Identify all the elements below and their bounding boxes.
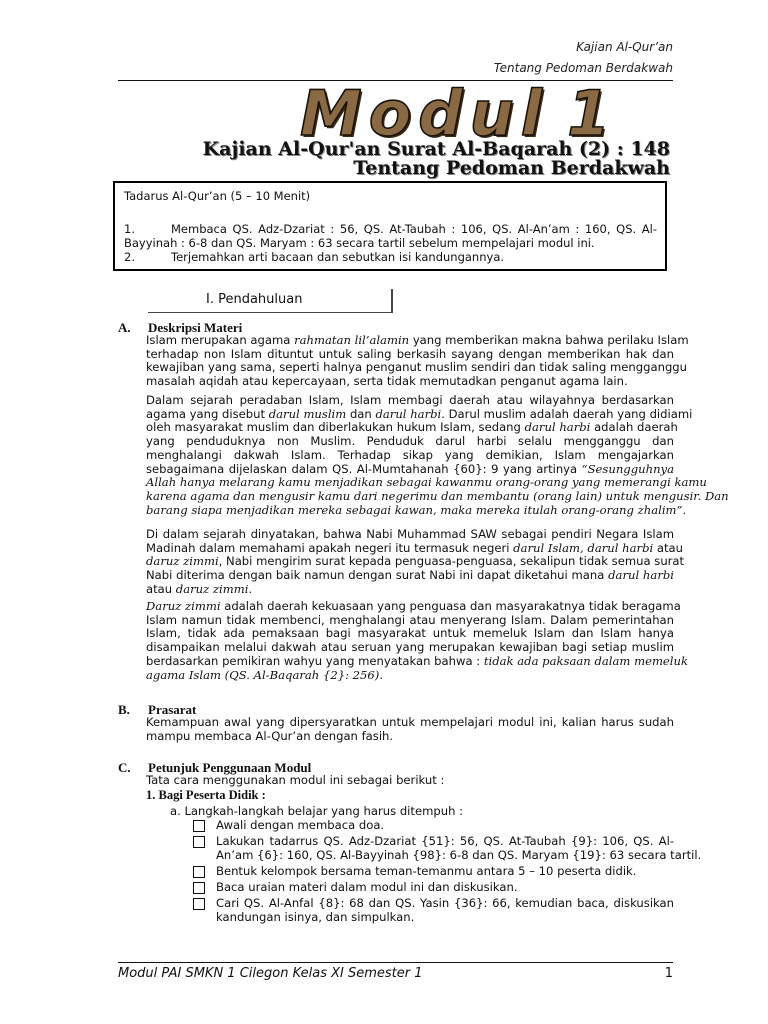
tadarus-item-1-line-2: Bayyinah : 6-8 dan QS. Maryam : 63 secara tartil sebelum mempelajari modul ini. [124, 236, 595, 250]
module-title-word: Modul [300, 77, 550, 150]
header-line-1: Kajian Al-Qur’an [576, 40, 673, 54]
tadarus-item-2-text: Terjemahkan arti bacaan dan sebutkan isi kandungannya. [171, 250, 505, 264]
section-c-label: C. [118, 760, 131, 775]
section-heading: I. Pendahuluan [206, 292, 303, 307]
section-a-heading: Deskripsi Materi [148, 320, 243, 335]
section-b-heading: Prasarat [148, 702, 197, 717]
module-title-number: 1 [567, 77, 618, 150]
header-line-2: Tentang Pedoman Berdakwah [493, 61, 673, 75]
checkbox-icon[interactable] [193, 820, 205, 832]
checkbox-icon[interactable] [193, 866, 205, 878]
footer-text: Modul PAI SMKN 1 Cilegon Kelas XI Semester 1 [118, 966, 423, 981]
paragraph-a-3: Di dalam sejarah dinyatakan, bahwa Nabi Muhammad SAW sebagai pendiri Negara Islam Madinah dalam memahami apakah negeri itu termasuk negeri darul Islam, darul harbi atau daruz zimmi, Nabi mengirim surat kepada penguasa-penguasa, sekalipun tidak semua surat Nabi diterima dengan baik namun dengan surat Nabi ini dapat diketahui mana darul harbi atau daruz zimmi. [146, 527, 685, 596]
checkbox-icon[interactable] [193, 836, 205, 848]
tadarus-item-1-number: 1. [124, 222, 135, 236]
paragraph-a-2: Dalam sejarah peradaban Islam, Islam membagi daerah atau wilayahnya berdasarkan agama yang disebut darul muslim dan darul harbi. Darul muslim adalah daerah yang didiami oleh masyarakat muslim dan diberlakukan hukum Islam, sedang darul harbi adalah daerah yang penduduknya non Muslim. Penduduk darul harbi selalu mengganggu dan menghalangi dakwah Islam. Terhadap sikap yang demikian, Islam mengajarkan sebagaimana dijelaskan dalam QS. Al-Mumtahanah {60}: 9 yang artinya “Sesungguhnya Allah hanya melarang kamu menjadikan sebagai kawanmu orang-orang yang memerangi kamu karena agama dan mengusir kamu dari negerimu dan membantu (orang lain) untuk mengusir. Dan barang siapa menjadikan mereka sebagai kawan, maka mereka itulah orang-orang zhalim”. [146, 393, 729, 517]
page-number: 1 [664, 966, 673, 981]
paragraph-b: Kemampuan awal yang dipersyaratkan untuk mempelajari modul ini, kalian harus sudah mampu membaca Al-Qur’an dengan fasih. [146, 715, 674, 743]
checkbox-icon[interactable] [193, 882, 205, 894]
checklist-item: Cari QS. Al-Anfal {8}: 68 dan QS. Yasin {36}: 66, kemudian baca, diskusikan kandungan isinya, dan simpulkan. [216, 896, 674, 924]
checklist-item: Lakukan tadarrus QS. Adz-Dzariat {51}: 56, QS. At-Taubah {9}: 106, QS. Al- An’am {6}: 160, QS. Al-Bayyinah {98}: 6-8 dan QS. Maryam {19}: 63 secara tartil. [216, 834, 702, 862]
section-heading-box [148, 289, 393, 313]
checklist-item: Awali dengan membaca doa. [216, 818, 385, 832]
tadarus-item-1-text [171, 222, 657, 236]
paragraph-a-4: Daruz zimmi adalah daerah kekuasaan yang penguasa dan masyarakatnya tidak beragama Islam namun tidak membenci, menghalangi atau menyerang Islam. Dalam pemerintahan Islam, tidak ada pemaksaan bagi masyarakat untuk memeluk Islam dan Islam hanya disampaikan melalui dakwah atau seruan yang merupakan kewajiban bagi setiap muslim berdasarkan pemikiran wahyu yang menyatakan bahwa : tidak ada paksaan dalam memeluk agama Islam (QS. Al-Baqarah {2}: 256). [146, 599, 688, 682]
section-c-intro: Tata cara menggunakan modul ini sebagai berikut : [146, 773, 445, 787]
section-c-sub-1: 1. Bagi Peserta Didik : [146, 788, 266, 802]
subtitle-line-2: Tentang Pedoman Berdakwah [353, 157, 670, 179]
paragraph-a-1: Islam merupakan agama rahmatan lil’alamin yang memberikan makna bahwa perilaku Islam terhadap non Islam dituntut untuk saling berkasih sayang dengan memberikan hak dan kewajiban yang sama, seperti halnya penganut muslim sendiri dan tidak saling mengganggu masalah aqidah atau kepercayaan, serta tidak memutadkan penganut agama lain. [146, 333, 689, 389]
tadarus-title: Tadarus Al-Qur’an (5 – 10 Menit) [124, 189, 311, 203]
footer-rule [118, 962, 673, 963]
tadarus-box [113, 181, 667, 271]
section-a-label: A. [118, 320, 131, 335]
checklist-item: Baca uraian materi dalam modul ini dan diskusikan. [216, 880, 518, 894]
module-title [300, 77, 700, 150]
subtitle-line-1: Kajian Al-Qur'an Surat Al-Baqarah (2) : 148 [202, 138, 670, 160]
checkbox-icon[interactable] [193, 898, 205, 910]
section-c-item-a: a. Langkah-langkah belajar yang harus ditempuh : [170, 804, 464, 818]
checklist-item: Bentuk kelompok bersama teman-temanmu antara 5 – 10 peserta didik. [216, 864, 637, 878]
section-c-heading: Petunjuk Penggunaan Modul [148, 760, 312, 775]
section-b-label: B. [118, 702, 130, 717]
tadarus-item-1-line-1: Membaca QS. Adz-Dzariat : 56, QS. At-Taubah : 106, QS. Al-An’am : 160, QS. Al- [171, 222, 657, 236]
tadarus-item-2-number: 2. [124, 250, 135, 264]
